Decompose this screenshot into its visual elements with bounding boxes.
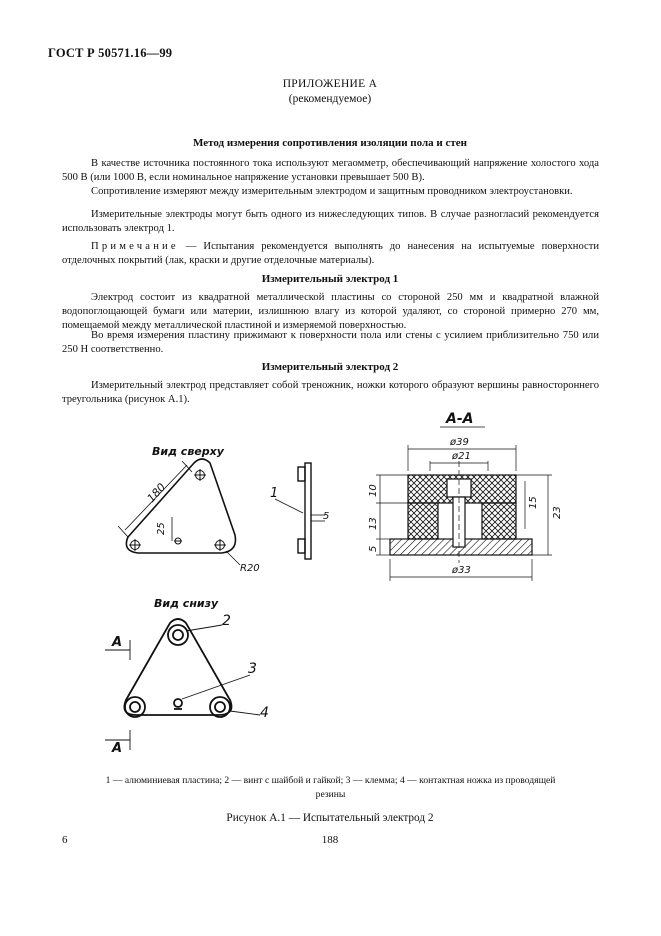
dim-15: 15 xyxy=(528,496,539,509)
appendix-title: ПРИЛОЖЕНИЕ А xyxy=(282,78,378,90)
paragraph-3: Измерительные электроды могут быть одного из нижеследующих типов. В случае разногласий рекомендуется использовать электрод 1. xyxy=(62,209,599,234)
dim-d21: ø21 xyxy=(452,451,471,462)
page-number-left: 6 xyxy=(62,834,68,846)
callout-1: 1 xyxy=(270,486,279,501)
r20-leader xyxy=(226,551,240,565)
dim-13: 13 xyxy=(368,517,379,530)
appendix-subtitle: (рекомендуемое) xyxy=(288,93,372,105)
dim-5: 5 xyxy=(323,511,330,522)
callout-4: 4 xyxy=(260,705,269,721)
electrode1-paragraph-2: Во время измерения пластину прижимают к поверхности пола или стены с усилием приблизительно 750 или 250 Н соответственно. xyxy=(62,330,599,355)
paragraph-1: В качестве источника постоянного тока используют мегаомметр, обеспечивающий напряжение холостого хода 500 В (или 1000 В, если номинальное напряжение установки превышает 500 В). xyxy=(62,158,599,183)
side-view xyxy=(275,463,325,559)
electrode2-title: Измерительный электрод 2 xyxy=(261,361,399,373)
electrode1-title: Измерительный электрод 1 xyxy=(261,273,399,285)
label-section: А-А xyxy=(446,411,474,427)
dim-180: 180 xyxy=(144,480,169,506)
electrode1-paragraph-1: Электрод состоит из квадратной металлической пластины со стороной 250 мм и квадратной влажной водопоглощающей бумаги или материи, излишнюю влагу из которой удаляют, со стороной примерно 270 мм, помещаемой между металлической пластиной и измеряемой поверхностью. xyxy=(62,292,599,331)
page-number-center: 188 xyxy=(321,834,339,846)
section-view xyxy=(376,445,552,581)
callout-3: 3 xyxy=(248,661,257,677)
figure-electrode-2 xyxy=(90,405,570,770)
electrode2-paragraph-1: Измерительный электрод представляет собой треножник, ножки которого образуют вершины равностороннего треугольника (рисунок А.1). xyxy=(62,380,599,405)
label-view-bottom: Вид снизу xyxy=(154,597,219,610)
cut-label-bottom: А xyxy=(112,741,123,756)
dim-25: 25 xyxy=(156,522,167,535)
dim-10: 10 xyxy=(368,484,379,497)
cut-label-top: А xyxy=(112,635,123,650)
section-title: Метод измерения сопротивления изоляции пола и стен xyxy=(192,137,468,149)
top-view-triangle xyxy=(118,459,235,553)
figure-legend: 1 — алюминиевая пластина; 2 — винт с шайбой и гайкой; 3 — клемма; 4 — контактная ножка из проводящей резины xyxy=(105,775,556,800)
paragraph-2: Сопротивление измеряют между измерительным электродом и защитным проводником электроустановки. xyxy=(91,186,573,197)
bottom-view-triangle xyxy=(124,619,231,717)
dim-23: 23 xyxy=(552,506,563,519)
note-text: — Испытания рекомендуется выполнять до нанесения на испытуемые поверхности отделочных покрытий (лак, краски и другие отделочные материалы). xyxy=(62,241,600,266)
label-view-top: Вид сверху xyxy=(152,445,224,458)
dim-r20: R20 xyxy=(240,563,260,574)
dim-d39: ø39 xyxy=(450,437,469,448)
dim-d33: ø33 xyxy=(452,565,471,576)
note-label: Примечание xyxy=(91,241,179,252)
callout-2: 2 xyxy=(222,613,231,629)
note xyxy=(62,240,599,268)
dim-5b: 5 xyxy=(368,545,379,552)
document-header: ГОСТ Р 50571.16—99 xyxy=(48,46,173,60)
figure-caption: Рисунок А.1 — Испытательный электрод 2 xyxy=(226,812,434,824)
